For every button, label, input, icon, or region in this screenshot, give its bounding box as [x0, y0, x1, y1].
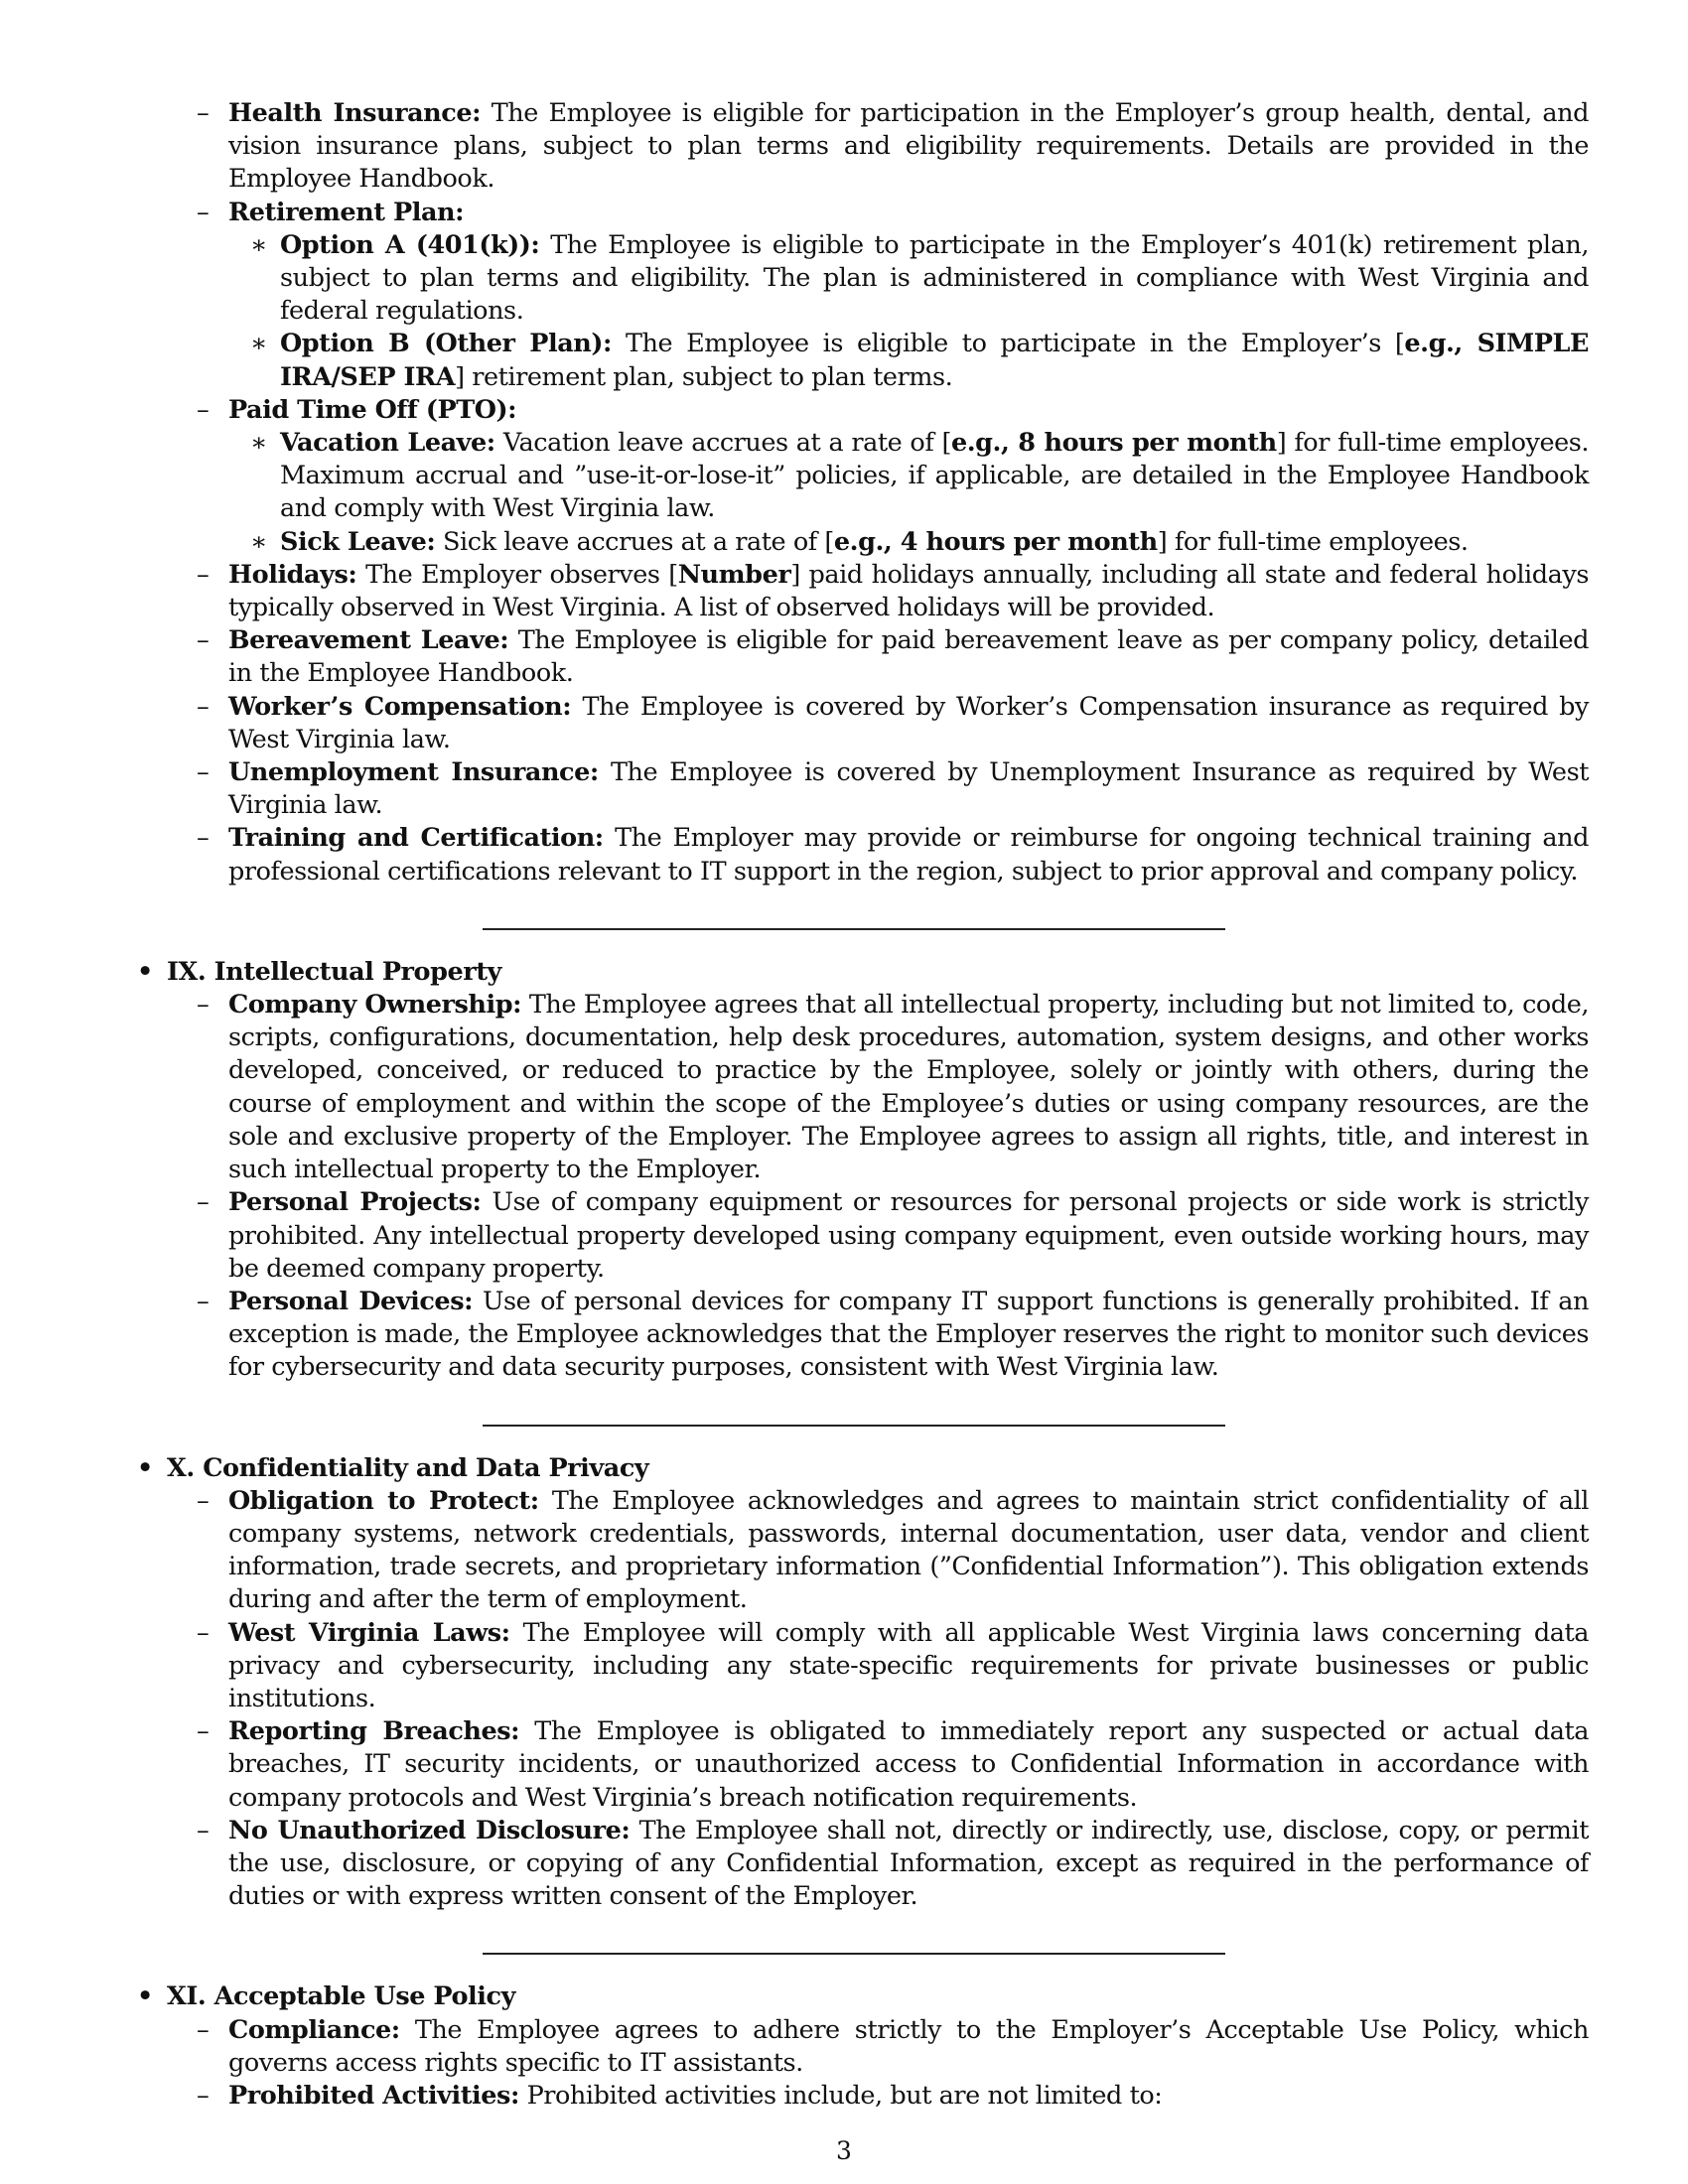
- item-text: The Employee agrees that all intellectual property, including but not limited to, code, scripts, configurations, documentation, help desk procedures, automation, system designs, and other works developed, conceived, or reduced to practice by the Employee, solely or jointly with others, during the course of employment and within the scope of the Employee’s duties or using company resources, are the sole and exclusive property of the Employer. The Employee agrees to assign all rights, title, and interest in such intellectual property to the Employer.: [228, 990, 1590, 1185]
- section-confidentiality: [119, 1452, 1589, 1914]
- conf-item-obligation: [119, 1485, 1589, 1617]
- item-text: The Employee will comply with all applicable West Virginia laws concerning data privacy and cybersecurity, including any state-specific requirements for private businesses or public institutions.: [228, 1617, 1590, 1713]
- item-text: The Employee acknowledges and agrees to maintain strict confidentiality of all company systems, network credentials, passwords, internal documentation, user data, vendor and client information, trade secrets, and proprietary information (”Confidential Information”). This obligation extends during and after the term of employment.: [228, 1485, 1590, 1615]
- item-label: No Unauthorized Disclosure:: [228, 1815, 631, 1845]
- section-title: • X. Confidentiality and Data Privacy: [119, 1452, 1589, 1485]
- option-label: Option A (401(k)):: [280, 229, 540, 260]
- benefit-training: [228, 822, 1589, 887]
- benefit-text: The Employee is eligible for paid bereavement leave as per company policy, detailed in the Employee Handbook.: [228, 625, 1589, 689]
- benefit-label: Paid Time Off (PTO):: [228, 394, 517, 425]
- section-divider: [483, 928, 1225, 930]
- benefit-text: The Employee is covered by Unemployment Insurance as required by West Virginia law.: [228, 757, 1590, 821]
- option-text: The Employee is eligible to participate in the Employer’s [: [625, 329, 1405, 359]
- benefit-label: Worker’s Compensation:: [228, 691, 572, 722]
- benefit-retirement: [228, 197, 1589, 229]
- section-title: • IX. Intellectual Property: [119, 956, 1589, 989]
- section-acceptable-use: [119, 1980, 1589, 2113]
- retirement-option-b: [228, 328, 1589, 393]
- benefit-text: The Employer observes [: [365, 559, 678, 590]
- option-text: Sick leave accrues at a rate of [: [443, 526, 834, 557]
- benefit-bereavement: [228, 624, 1589, 690]
- ip-item-personal-projects: [119, 1186, 1589, 1286]
- item-text: The Employee agrees to adhere strictly to the Employer’s Acceptable Use Policy, which governs access rights specific to IT assistants.: [228, 2014, 1589, 2078]
- section-intellectual-property: [119, 956, 1589, 1385]
- item-label: Compliance:: [228, 2014, 400, 2045]
- item-text: The Employee is obligated to immediately report any suspected or actual data breaches, IT security incidents, or unauthorized access to Confidential Information in accordance with company protocols and West Virginia’s breach notification requirements.: [228, 1716, 1589, 1813]
- section-title: • XI. Acceptable Use Policy: [119, 1980, 1589, 2013]
- page-number: 3: [836, 2136, 852, 2165]
- item-text: Use of personal devices for company IT support functions is generally prohibited. If an exception is made, the Employee acknowledges that the Employer reserves the right to monitor such devices for cybersecurity and data security purposes, consistent with West Virginia law.: [228, 1286, 1590, 1383]
- conf-item-disclosure: [119, 1815, 1589, 1914]
- benefit-pto: [228, 394, 1589, 427]
- option-label: Vacation Leave:: [280, 428, 495, 459]
- conf-item-wv-laws: [119, 1617, 1589, 1716]
- option-text: ] for full-time employees. Maximum accrual and ”use-it-or-lose-it” policies, if applicable, are detailed in the Employee Handbook and comply with West Virginia law.: [280, 428, 1590, 524]
- option-label: Option B (Other Plan):: [280, 329, 612, 359]
- item-label: Reporting Breaches:: [228, 1716, 520, 1747]
- benefit-workers-comp: [228, 691, 1589, 756]
- placeholder-field: e.g., 8 hours per month: [950, 428, 1277, 459]
- placeholder-field: Number: [677, 559, 791, 590]
- benefit-text: The Employer may provide or reimburse for ongoing technical training and professional certifications relevant to IT support in the region, subject to prior approval and company policy.: [228, 823, 1589, 887]
- benefit-text: The Employee is covered by Worker’s Compensation insurance as required by West Virginia law.: [228, 691, 1589, 754]
- ip-item-personal-devices: [119, 1286, 1589, 1385]
- item-label: Personal Devices:: [228, 1286, 474, 1316]
- benefit-label: Unemployment Insurance:: [228, 757, 599, 788]
- option-text: ] retirement plan, subject to plan terms.: [455, 361, 953, 392]
- benefits-list: [228, 97, 1589, 888]
- item-label: West Virginia Laws:: [228, 1617, 510, 1648]
- benefit-label: Holidays:: [228, 559, 357, 590]
- benefit-holidays: [228, 559, 1589, 624]
- benefit-label: Training and Certification:: [228, 823, 604, 854]
- placeholder-field: e.g., SIMPLE IRA/SEP IRA: [280, 329, 1589, 392]
- item-label: Prohibited Activities:: [228, 2080, 519, 2111]
- pto-sick: [228, 526, 1589, 559]
- retirement-option-a: [228, 229, 1589, 329]
- item-text: The Employee shall not, directly or indirectly, use, disclose, copy, or permit the use, disclosure, or copying of any Confidential Information, except as required in the performance of duties or with express written consent of the Employer.: [228, 1815, 1590, 1912]
- benefit-text: The Employee is eligible for participation in the Employer’s group health, dental, and vision insurance plans, subject to plan terms and eligibility requirements. Details are provided in the Employee Handbook.: [228, 98, 1590, 195]
- pto-vacation: [228, 427, 1589, 526]
- item-label: Company Ownership:: [228, 990, 522, 1021]
- conf-item-reporting: [119, 1715, 1589, 1815]
- benefit-health-insurance: [228, 97, 1589, 197]
- benefit-label: Retirement Plan:: [228, 197, 465, 227]
- section-divider: [483, 1953, 1225, 1955]
- benefit-label: Health Insurance:: [228, 98, 482, 128]
- item-label: Obligation to Protect:: [228, 1485, 539, 1516]
- benefit-unemployment: [228, 756, 1589, 822]
- benefit-label: Bereavement Leave:: [228, 625, 509, 656]
- benefit-text: ] paid holidays annually, including all state and federal holidays typically observed in West Virginia. A list of observed holidays will be provided.: [228, 559, 1589, 623]
- option-text: Vacation leave accrues at a rate of [: [502, 428, 951, 459]
- option-label: Sick Leave:: [280, 526, 436, 557]
- section-divider: [483, 1425, 1225, 1427]
- document-body: [119, 97, 1589, 2113]
- placeholder-field: e.g., 4 hours per month: [833, 526, 1158, 557]
- option-text: The Employee is eligible to participate in the Employer’s 401(k) retirement plan, subject to plan terms and eligibility. The plan is administered in compliance with West Virginia and federal regulations.: [280, 229, 1589, 327]
- option-text: ] for full-time employees.: [1157, 526, 1469, 557]
- aup-item-compliance: [119, 2014, 1589, 2080]
- aup-item-prohibited: [119, 2080, 1589, 2113]
- item-label: Personal Projects:: [228, 1187, 482, 1218]
- item-text: Prohibited activities include, but are not limited to:: [526, 2080, 1163, 2111]
- item-text: Use of company equipment or resources for personal projects or side work is strictly prohibited. Any intellectual property developed using company equipment, even outside working hours, may be deemed company property.: [228, 1187, 1590, 1284]
- ip-item-company-ownership: [119, 989, 1589, 1186]
